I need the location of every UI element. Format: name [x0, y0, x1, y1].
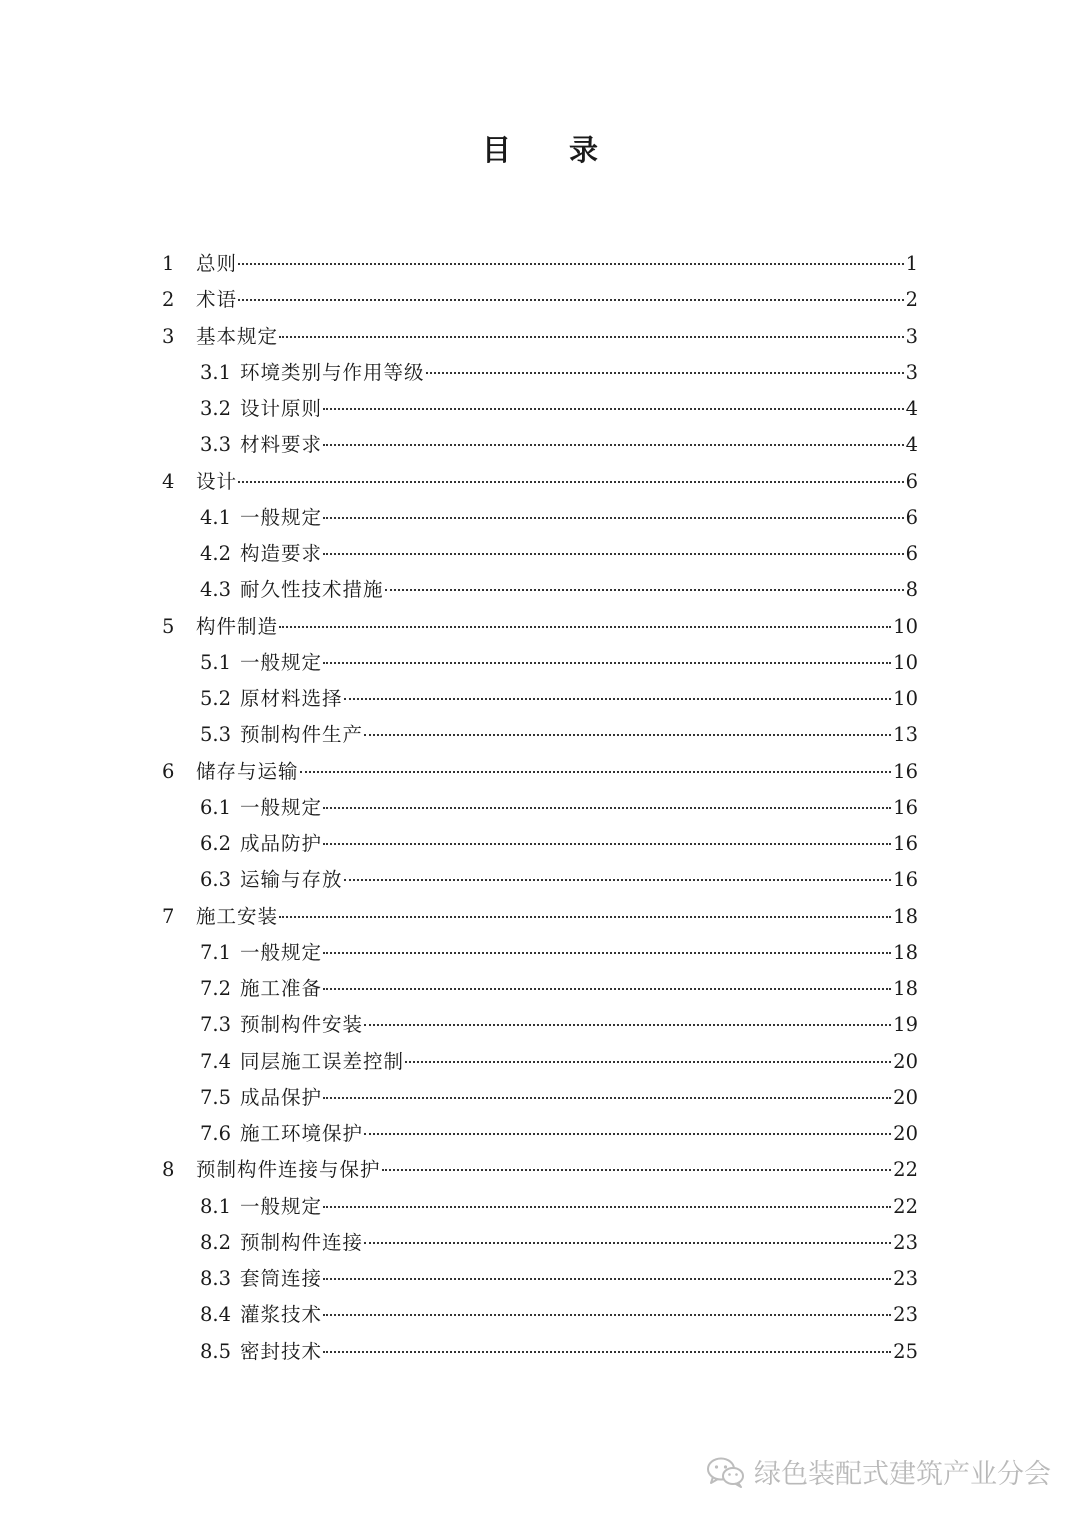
toc-entry-number: 4.1 [200, 505, 232, 529]
toc-entry-number: 6.1 [200, 795, 232, 819]
watermark-text: 绿色装配式建筑产业分会 [754, 1459, 1051, 1490]
dot-leader [238, 481, 904, 483]
dot-leader [323, 1351, 891, 1353]
toc-entry-number: 8.2 [200, 1230, 232, 1254]
dot-leader [279, 336, 904, 338]
toc-entry-title: 耐久性技术措施 [240, 578, 384, 602]
toc-entry-number: 7.4 [200, 1049, 232, 1073]
toc-entry-number: 3.3 [200, 433, 232, 457]
toc-entry-title: 术语 [196, 288, 238, 312]
toc-entry-title: 一般规定 [240, 1194, 323, 1218]
toc-entry-title: 设计原则 [240, 397, 323, 420]
toc-section-entry[interactable] [162, 1261, 918, 1297]
toc-entry-title: 一般规定 [240, 795, 323, 819]
toc-section-entry[interactable] [162, 971, 918, 1007]
toc-entry-page-number: 18 [893, 977, 918, 1000]
toc-section-entry[interactable] [162, 355, 918, 391]
toc-entry-title: 一般规定 [240, 940, 323, 964]
toc-entry-number: 7.2 [200, 977, 232, 1000]
toc-entry-title: 基本规定 [196, 324, 279, 348]
toc-chapter-entry[interactable] [162, 609, 918, 645]
toc-entry-title: 施工环境保护 [240, 1122, 364, 1145]
toc-section-entry[interactable] [162, 572, 918, 608]
toc-entry-page-number: 16 [893, 832, 918, 855]
toc-section-entry[interactable] [162, 391, 918, 427]
toc-chapter-entry[interactable] [162, 319, 918, 355]
toc-section-entry[interactable] [162, 536, 918, 572]
toc-entry-page-number: 10 [893, 614, 918, 638]
toc-entry-title: 总则 [196, 252, 238, 275]
dot-leader [323, 553, 904, 555]
toc-entry-number: 7.1 [200, 940, 232, 964]
toc-entry-page-number: 18 [893, 940, 918, 964]
toc-entry-page-number: 25 [893, 1339, 918, 1363]
toc-entry-page-number: 3 [905, 360, 918, 384]
toc-entry-number: 5 [162, 614, 175, 638]
toc-chapter-entry[interactable] [162, 246, 918, 282]
table-of-contents [162, 246, 918, 1370]
dot-leader [323, 517, 904, 519]
toc-entry-number: 8.4 [200, 1303, 232, 1327]
toc-entry-title: 设计 [196, 469, 238, 493]
toc-entry-page-number: 1 [905, 252, 918, 275]
dot-leader [323, 952, 891, 954]
toc-entry-number: 7.6 [200, 1122, 232, 1145]
toc-entry-page-number: 16 [893, 795, 918, 819]
toc-section-entry[interactable] [162, 1334, 918, 1370]
page-title: 目 录 [481, 133, 623, 167]
toc-entry-page-number: 13 [893, 723, 918, 747]
toc-entry-title: 预制构件连接 [240, 1230, 364, 1254]
toc-entry-number: 3.2 [200, 397, 232, 420]
toc-chapter-entry[interactable] [162, 754, 918, 790]
toc-entry-number: 1 [162, 252, 175, 275]
toc-entry-number: 7 [162, 904, 175, 928]
toc-entry-number: 6.2 [200, 832, 232, 855]
toc-entry-page-number: 23 [893, 1267, 918, 1290]
toc-entry-page-number: 19 [893, 1013, 918, 1037]
toc-entry-title: 原材料选择 [240, 687, 343, 710]
dot-leader [323, 1206, 891, 1208]
toc-entry-title: 一般规定 [240, 650, 323, 674]
toc-entry-title: 预制构件连接与保护 [196, 1158, 381, 1182]
toc-entry-page-number: 8 [905, 578, 918, 602]
dot-leader [323, 444, 904, 446]
toc-entry-page-number: 4 [905, 397, 918, 420]
toc-entry-number: 8 [162, 1158, 175, 1182]
toc-entry-number: 4.3 [200, 578, 232, 602]
toc-entry-number: 6.3 [200, 868, 232, 892]
dot-leader [323, 843, 891, 845]
toc-entry-page-number: 20 [893, 1049, 918, 1073]
toc-entry-page-number: 6 [905, 542, 918, 565]
toc-entry-title: 构造要求 [240, 542, 323, 565]
toc-entry-number: 2 [162, 288, 175, 312]
toc-entry-title: 一般规定 [240, 505, 323, 529]
toc-entry-number: 5.3 [200, 723, 232, 747]
dot-leader [279, 626, 891, 628]
toc-entry-number: 4 [162, 469, 175, 493]
toc-chapter-entry[interactable] [162, 282, 918, 318]
toc-entry-number: 8.5 [200, 1339, 232, 1363]
toc-entry-page-number: 4 [905, 433, 918, 457]
toc-entry-page-number: 16 [893, 868, 918, 892]
dot-leader [323, 1314, 891, 1316]
toc-entry-number: 5.1 [200, 650, 232, 674]
dot-leader [323, 988, 891, 990]
toc-section-entry[interactable] [162, 1116, 918, 1152]
toc-entry-page-number: 22 [893, 1194, 918, 1218]
toc-entry-title: 预制构件安装 [240, 1013, 364, 1037]
toc-section-entry[interactable] [162, 500, 918, 536]
toc-section-entry[interactable] [162, 681, 918, 717]
dot-leader [364, 1242, 891, 1244]
toc-chapter-entry[interactable] [162, 464, 918, 500]
toc-entry-title: 密封技术 [240, 1339, 323, 1363]
toc-entry-title: 施工安装 [196, 904, 279, 928]
toc-entry-title: 运输与存放 [240, 868, 343, 892]
toc-entry-page-number: 22 [893, 1158, 918, 1182]
dot-leader [323, 1097, 891, 1099]
toc-entry-title: 环境类别与作用等级 [240, 360, 425, 384]
toc-chapter-entry[interactable] [162, 899, 918, 935]
toc-section-entry[interactable] [162, 645, 918, 681]
toc-section-entry[interactable] [162, 1044, 918, 1080]
dot-leader [364, 1133, 891, 1135]
toc-entry-number: 6 [162, 759, 175, 783]
toc-entry-number: 7.5 [200, 1085, 232, 1109]
dot-leader [344, 698, 892, 700]
toc-section-entry[interactable] [162, 1007, 918, 1043]
toc-chapter-entry[interactable] [162, 1152, 918, 1188]
dot-leader [364, 1024, 891, 1026]
dot-leader [405, 1061, 891, 1063]
toc-section-entry[interactable] [162, 1225, 918, 1261]
dot-leader [323, 807, 891, 809]
toc-entry-page-number: 20 [893, 1085, 918, 1109]
toc-entry-number: 3 [162, 324, 175, 348]
dot-leader [385, 589, 904, 591]
toc-section-entry[interactable] [162, 1297, 918, 1333]
dot-leader [300, 771, 892, 773]
toc-entry-number: 8.1 [200, 1194, 232, 1218]
watermark [706, 1452, 1051, 1491]
dot-leader [238, 263, 904, 265]
toc-entry-number: 5.2 [200, 687, 232, 710]
toc-entry-page-number: 16 [893, 759, 918, 783]
toc-entry-page-number: 18 [893, 904, 918, 928]
dot-leader [382, 1169, 892, 1171]
toc-entry-number: 7.3 [200, 1013, 232, 1037]
toc-entry-title: 构件制造 [196, 614, 279, 638]
toc-entry-page-number: 6 [905, 469, 918, 493]
toc-entry-page-number: 10 [893, 687, 918, 710]
toc-section-entry[interactable] [162, 790, 918, 826]
toc-entry-title: 材料要求 [240, 433, 323, 457]
dot-leader [323, 1278, 891, 1280]
toc-entry-page-number: 23 [893, 1230, 918, 1254]
toc-section-entry[interactable] [162, 1080, 918, 1116]
toc-entry-number: 8.3 [200, 1267, 232, 1290]
toc-entry-page-number: 20 [893, 1122, 918, 1145]
dot-leader [323, 408, 904, 410]
dot-leader [323, 662, 891, 664]
wechat-icon [706, 1456, 746, 1488]
toc-section-entry[interactable] [162, 1189, 918, 1225]
toc-section-entry[interactable] [162, 427, 918, 463]
toc-section-entry[interactable] [162, 826, 918, 862]
toc-entry-title: 灌浆技术 [240, 1303, 323, 1327]
toc-entry-title: 同层施工误差控制 [240, 1049, 405, 1073]
toc-section-entry[interactable] [162, 935, 918, 971]
dot-leader [279, 916, 891, 918]
toc-entry-title: 成品防护 [240, 832, 323, 855]
dot-leader [238, 299, 904, 301]
toc-entry-page-number: 23 [893, 1303, 918, 1327]
toc-section-entry[interactable] [162, 862, 918, 898]
toc-entry-title: 施工准备 [240, 977, 323, 1000]
dot-leader [426, 372, 904, 374]
dot-leader [344, 879, 892, 881]
toc-entry-number: 3.1 [200, 360, 232, 384]
toc-entry-page-number: 6 [905, 505, 918, 529]
toc-entry-page-number: 3 [905, 324, 918, 348]
dot-leader [364, 734, 891, 736]
toc-entry-title: 套筒连接 [240, 1267, 323, 1290]
toc-entry-title: 成品保护 [240, 1085, 323, 1109]
toc-entry-page-number: 10 [893, 650, 918, 674]
toc-entry-title: 预制构件生产 [240, 723, 364, 747]
toc-entry-number: 4.2 [200, 542, 232, 565]
toc-entry-title: 储存与运输 [196, 759, 299, 783]
toc-entry-page-number: 2 [905, 288, 918, 312]
toc-section-entry[interactable] [162, 717, 918, 753]
